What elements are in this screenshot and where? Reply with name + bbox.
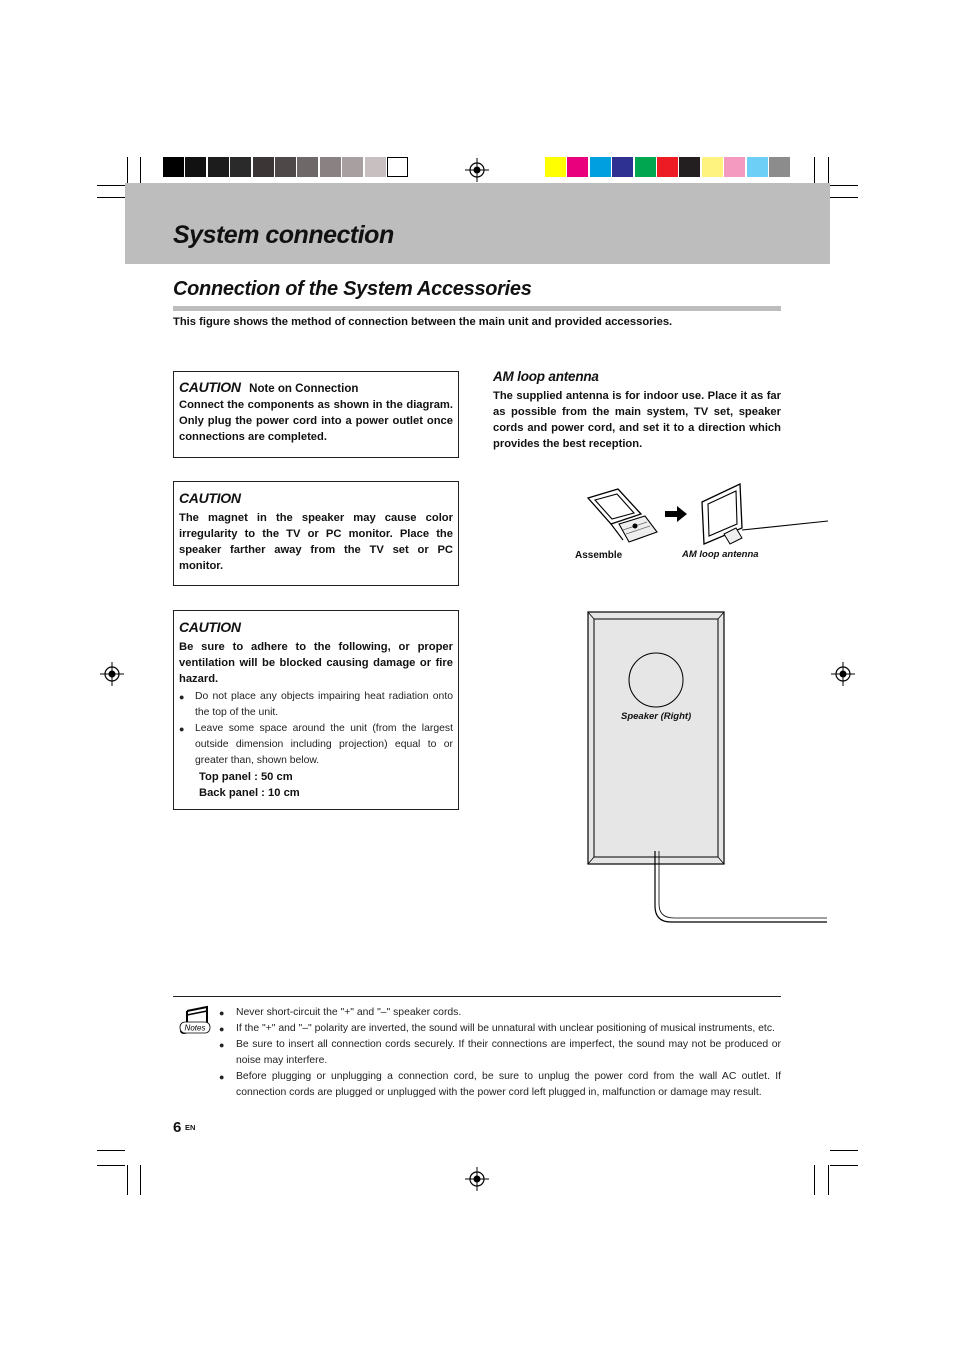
section-rule (173, 306, 781, 311)
calibration-swatch (590, 157, 611, 177)
caution-box-magnet (173, 481, 459, 586)
caution-box-ventilation (173, 610, 459, 810)
calibration-swatch (747, 157, 768, 177)
calibration-swatch (275, 157, 296, 177)
calibration-swatch (185, 157, 206, 177)
registration-target-icon (100, 662, 124, 686)
calibration-swatch (545, 157, 566, 177)
calibration-swatch (230, 157, 251, 177)
am-loop-antenna-label: AM loop antenna (682, 549, 759, 560)
page-language: EN (185, 1123, 196, 1132)
calibration-swatch (612, 157, 633, 177)
list-item: ● Leave some space around the unit (from the largest outside dimension including projection) equal to or greater than, shown below. (179, 723, 453, 766)
bullet-icon: ● (179, 724, 185, 734)
page-number: 6 (173, 1119, 182, 1136)
speaker-label: Speaker (Right) (621, 711, 692, 722)
ventilation-bullets (179, 689, 453, 769)
bullet-icon: ● (219, 1008, 225, 1018)
calibration-swatch (702, 157, 723, 177)
list-item: ● Before plugging or unplugging a connection cord, be sure to unplug the power cord from the wall AC outlet. If connection cords are plugged or unplugged with the power cord left plugged in, malfunction or damage may result. (219, 1071, 781, 1098)
calibration-swatch (657, 157, 678, 177)
am-antenna-text: The supplied antenna is for indoor use. Place it as far as possible from the main system, TV set, speaker cords and power cord, and set it to a direction which provides the best reception. (493, 390, 781, 450)
caution-subtitle: Note on Connection (249, 383, 359, 395)
calibration-swatch (724, 157, 745, 177)
list-item: ● Be sure to insert all connection cords securely. If their connections are imperfect, the sound may not be produced or noise may interfere. (219, 1039, 781, 1066)
caution-box-connection (173, 371, 459, 458)
intro-text: This figure shows the method of connection between the main unit and provided accessories. (173, 316, 673, 328)
am-loop-antenna-figure (696, 482, 831, 550)
bullet-icon: ● (219, 1024, 225, 1034)
notes-music-icon (179, 1005, 211, 1039)
caution-text: Connect the components as shown in the diagram. Only plug the power cord into a power outlet once connections are completed. (179, 399, 453, 443)
spec-top-panel: Top panel : 50 cm (199, 771, 293, 783)
notes-rule (173, 996, 781, 997)
calibration-swatch (297, 157, 318, 177)
list-item: ● If the "+" and "–" polarity are inverted, the sound will be unnatural with unclear positioning of musical instruments, etc. (236, 1021, 781, 1037)
spec-back-panel: Back panel : 10 cm (199, 787, 300, 799)
arrow-right-icon (665, 506, 687, 522)
bullet-icon: ● (219, 1040, 225, 1050)
caution-text: The magnet in the speaker may cause color irregularity to the TV or PC monitor. Place the speaker farther away from the TV set or PC monitor. (179, 512, 453, 572)
caution-label: CAUTION (179, 619, 241, 635)
calibration-swatch (567, 157, 588, 177)
calibration-swatch (365, 157, 386, 177)
section-title: Connection of the System Accessories (173, 278, 532, 300)
list-item: ● Do not place any objects impairing heat radiation onto the top of the unit. (179, 691, 453, 718)
calibration-swatch (635, 157, 656, 177)
page-title: System connection (173, 221, 394, 249)
registration-target-icon (831, 662, 855, 686)
speaker-figure (586, 611, 831, 926)
calibration-swatch (769, 157, 790, 177)
bullet-icon: ● (219, 1072, 225, 1082)
am-antenna-title: AM loop antenna (493, 369, 599, 384)
notes-icon-text: Notes (184, 1023, 206, 1033)
notes-list (219, 1005, 781, 1101)
calibration-swatch (208, 157, 229, 177)
caution-label: CAUTION (179, 379, 241, 395)
registration-target-icon (465, 1167, 489, 1191)
calibration-swatch (163, 157, 184, 177)
registration-target-icon (465, 158, 489, 182)
bullet-icon: ● (179, 692, 185, 702)
calibration-swatch (387, 157, 408, 177)
calibration-swatch (253, 157, 274, 177)
caution-text: Be sure to adhere to the following, or proper ventilation will be blocked causing damage or fire hazard. (179, 641, 453, 685)
caution-label: CAUTION (179, 490, 241, 506)
antenna-assemble-figure (583, 486, 663, 546)
calibration-swatch (679, 157, 700, 177)
calibration-swatch (320, 157, 341, 177)
assemble-label: Assemble (575, 550, 623, 561)
list-item: ● Never short-circuit the "+" and "–" speaker cords. (236, 1005, 781, 1021)
calibration-swatch (342, 157, 363, 177)
